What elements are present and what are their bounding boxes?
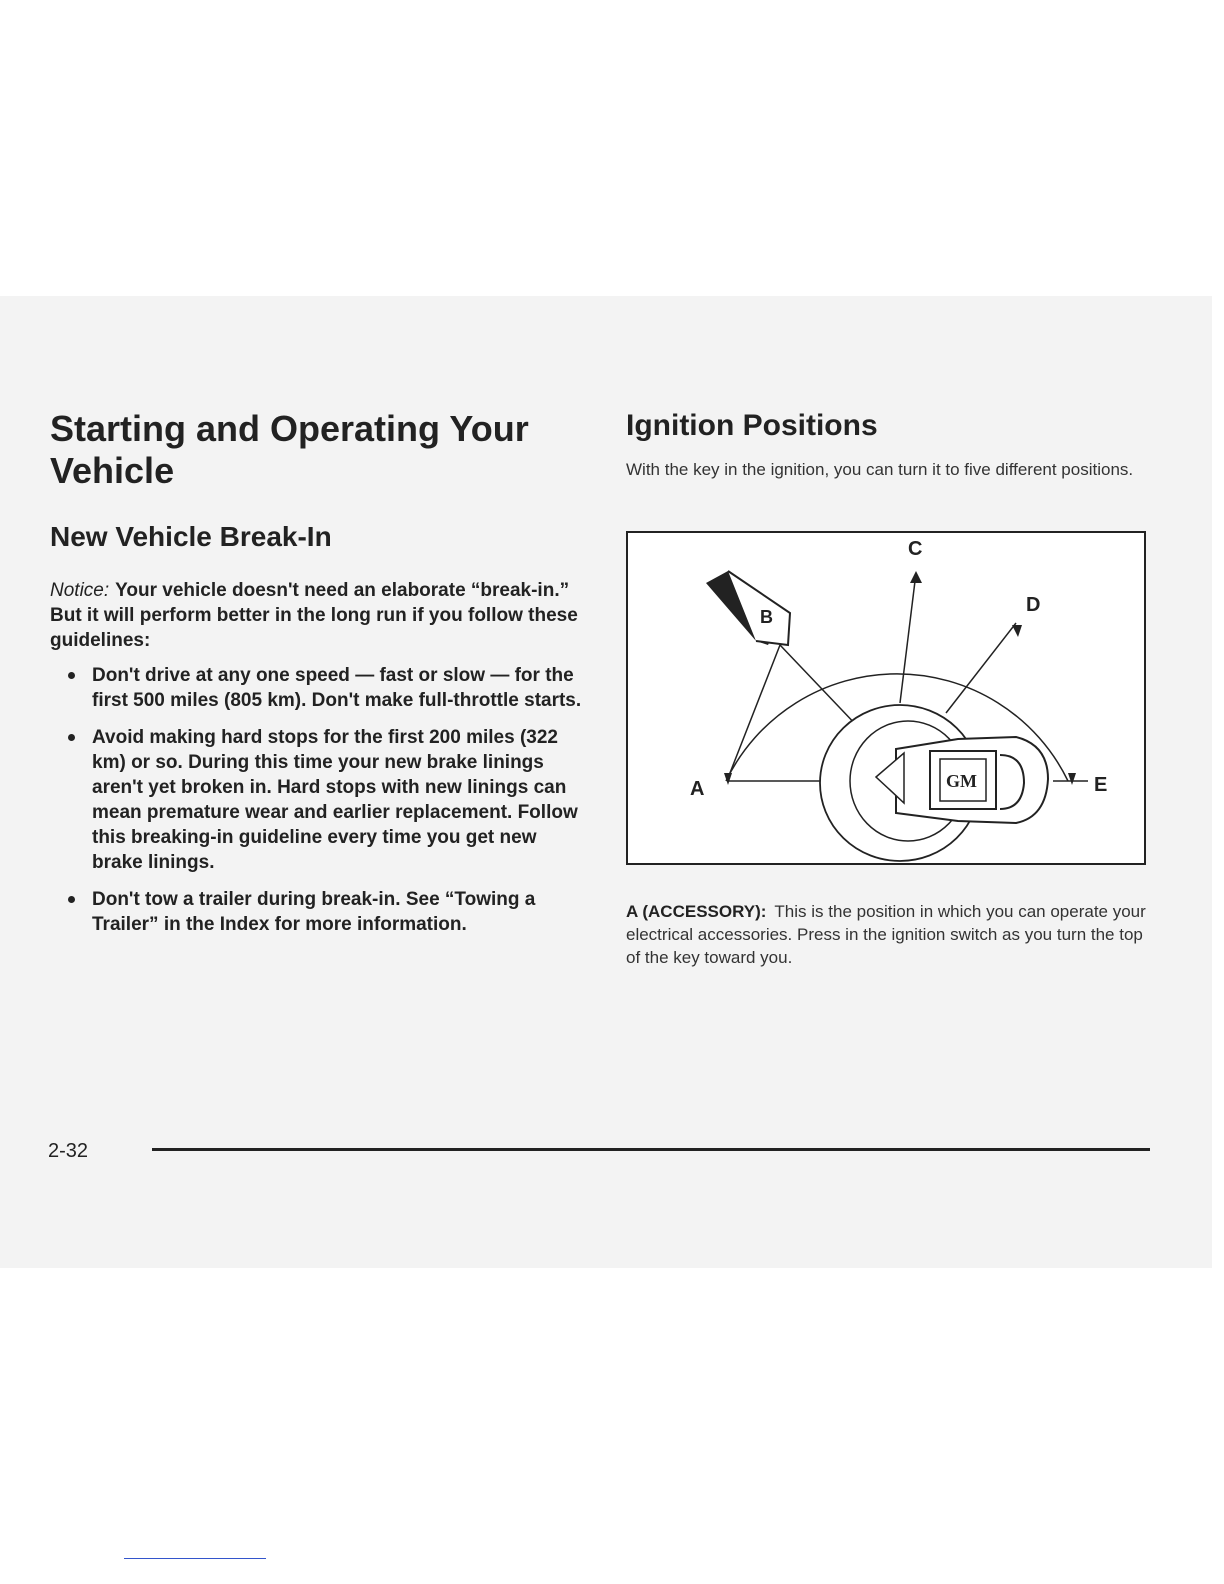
notice-text: Your vehicle doesn't need an elaborate “break-in.” But it will perform better in the long run if you follow these guidelines:	[50, 580, 578, 651]
bullet-icon	[68, 896, 75, 903]
notice-label: Notice:	[50, 580, 110, 601]
ignition-diagram	[626, 531, 1146, 865]
accessory-text: This is the position in which you can operate your electrical accessories. Press in the ignition switch as you turn the top of the key toward you.	[626, 902, 1146, 967]
label-e: E	[1094, 774, 1108, 796]
list-item-text: Don't tow a trailer during break-in. See “Towing a Trailer” in the Index for more information.	[92, 889, 536, 935]
label-d: D	[1026, 594, 1041, 616]
footer-rule	[152, 1148, 1150, 1151]
ignition-title: Ignition Positions	[626, 409, 878, 442]
guidelines-list	[50, 663, 590, 937]
accessory-description	[626, 900, 1146, 969]
list-item	[50, 663, 590, 713]
list-item	[50, 887, 590, 937]
bullet-icon	[68, 672, 75, 679]
left-column	[50, 408, 590, 949]
page-title: Starting and Operating Your Vehicle	[50, 408, 529, 491]
bottom-link-line	[124, 1558, 266, 1559]
list-item	[50, 725, 590, 875]
right-column	[626, 408, 1156, 481]
gm-logo: GM	[946, 771, 977, 791]
ignition-intro: With the key in the ignition, you can turn it to five different positions.	[626, 460, 1134, 479]
section-title: New Vehicle Break-In	[50, 521, 332, 552]
page-number: 2-32	[48, 1140, 89, 1162]
label-b: B	[760, 607, 773, 627]
list-item-text: Don't drive at any one speed — fast or slow — for the first 500 miles (805 km). Don't make full-throttle starts.	[92, 665, 582, 711]
notice-paragraph	[50, 578, 590, 653]
label-a: A	[690, 778, 705, 800]
bullet-icon	[68, 734, 75, 741]
accessory-label: A (ACCESSORY):	[626, 902, 767, 921]
list-item-text: Avoid making hard stops for the first 200 miles (322 km) or so. During this time your new brake linings aren't yet broken in. Hard stops with new linings can mean premature wear and earlier replacement. Follow this breaking-in guideline every time you get new brake linings.	[92, 727, 578, 873]
label-c: C	[908, 538, 923, 560]
ignition-diagram-svg	[628, 533, 1144, 863]
